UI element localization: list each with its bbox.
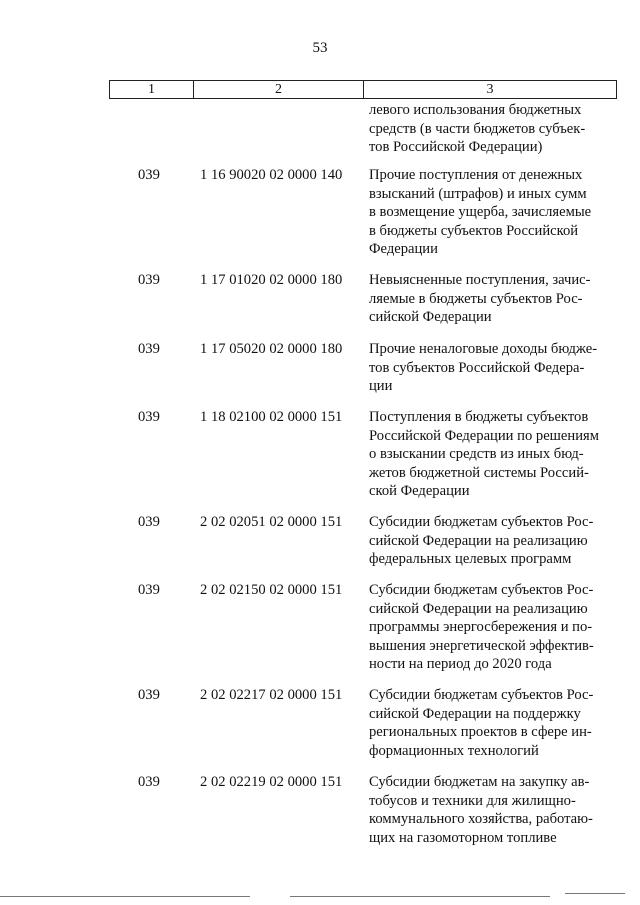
admin-code: 039 bbox=[138, 514, 160, 530]
description-line: региональных проектов в сфере ин- bbox=[369, 724, 592, 740]
description-line: сийской Федерации на реализацию bbox=[369, 532, 588, 549]
description-line: жетов бюджетной системы Россий- bbox=[369, 464, 589, 481]
description-line: Федерации bbox=[369, 241, 438, 257]
description-line: вышения энергетической эффектив- bbox=[369, 637, 594, 654]
description-line: тов Российской Федерации) bbox=[369, 139, 543, 155]
income-code: 2 02 02150 02 0000 151 bbox=[200, 582, 343, 598]
bottom-rule bbox=[290, 896, 550, 897]
bottom-rule bbox=[0, 896, 250, 897]
description-line: тов субъектов Российской Федера- bbox=[369, 359, 585, 376]
row-description bbox=[369, 513, 619, 569]
income-code: 1 16 90020 02 0000 140 bbox=[200, 167, 343, 183]
description-line: ции bbox=[369, 378, 393, 394]
row-description bbox=[369, 166, 619, 259]
admin-code: 039 bbox=[138, 341, 160, 357]
description-line: щих на газомоторном топливе bbox=[369, 829, 557, 846]
income-code: 1 17 05020 02 0000 180 bbox=[200, 341, 343, 357]
description-line: Субсидии бюджетам на закупку ав- bbox=[369, 774, 590, 790]
bottom-rule bbox=[565, 893, 625, 894]
row-description bbox=[369, 271, 619, 327]
description-line: сийской Федерации на реализацию bbox=[369, 600, 588, 617]
description-line: Прочие неналоговые доходы бюдже- bbox=[369, 341, 598, 357]
income-code: 1 17 01020 02 0000 180 bbox=[200, 272, 343, 288]
income-code: 2 02 02051 02 0000 151 bbox=[200, 514, 343, 530]
description-line: Субсидии бюджетам субъектов Рос- bbox=[369, 582, 594, 598]
description-line: Поступления в бюджеты субъектов bbox=[369, 409, 589, 425]
description-line: средств (в части бюджетов субъек- bbox=[369, 120, 586, 137]
admin-code: 039 bbox=[138, 687, 160, 703]
page-number: 53 bbox=[312, 40, 328, 56]
description-line: федеральных целевых программ bbox=[369, 551, 572, 567]
description-line: в бюджеты субъектов Российской bbox=[369, 222, 579, 239]
row-description bbox=[369, 340, 619, 396]
income-code: 1 18 02100 02 0000 151 bbox=[200, 409, 343, 425]
admin-code: 039 bbox=[138, 409, 160, 425]
admin-code: 039 bbox=[138, 272, 160, 288]
description-line: левого использования бюджетных bbox=[369, 102, 582, 118]
description-line: формационных технологий bbox=[369, 742, 539, 759]
row-description bbox=[369, 686, 619, 760]
income-code: 2 02 02219 02 0000 151 bbox=[200, 774, 343, 790]
description-line: Субсидии бюджетам субъектов Рос- bbox=[369, 514, 594, 530]
description-line: ности на период до 2020 года bbox=[369, 656, 552, 672]
description-line: Субсидии бюджетам субъектов Рос- bbox=[369, 687, 594, 703]
header-col-1: 1 bbox=[110, 81, 194, 98]
description-line: Невыясненные поступления, зачис- bbox=[369, 272, 591, 288]
description-line: взысканий (штрафов) и иных сумм bbox=[369, 185, 587, 202]
description-line: ляемые в бюджеты субъектов Рос- bbox=[369, 290, 583, 307]
row-description bbox=[369, 581, 619, 674]
admin-code: 039 bbox=[138, 774, 160, 790]
description-line: сийской Федерации bbox=[369, 309, 492, 325]
admin-code: 039 bbox=[138, 167, 160, 183]
description-line: тобусов и техники для жилищно- bbox=[369, 792, 576, 809]
row-description bbox=[369, 773, 619, 847]
description-line: о взыскании средств из иных бюд- bbox=[369, 446, 584, 462]
admin-code: 039 bbox=[138, 582, 160, 598]
table-header bbox=[109, 80, 617, 99]
description-line: программы энергосбережения и по- bbox=[369, 619, 593, 635]
income-code: 2 02 02217 02 0000 151 bbox=[200, 687, 343, 703]
row-description bbox=[369, 101, 619, 157]
description-line: ской Федерации bbox=[369, 483, 470, 499]
header-col-2: 2 bbox=[194, 81, 364, 98]
description-line: в возмещение ущерба, зачисляемые bbox=[369, 204, 592, 220]
description-line: коммунального хозяйства, работаю- bbox=[369, 811, 593, 827]
row-description bbox=[369, 408, 619, 501]
description-line: Прочие поступления от денежных bbox=[369, 167, 583, 183]
description-line: Российской Федерации по решениям bbox=[369, 427, 599, 444]
description-line: сийской Федерации на поддержку bbox=[369, 705, 581, 722]
header-col-3: 3 bbox=[486, 81, 494, 97]
